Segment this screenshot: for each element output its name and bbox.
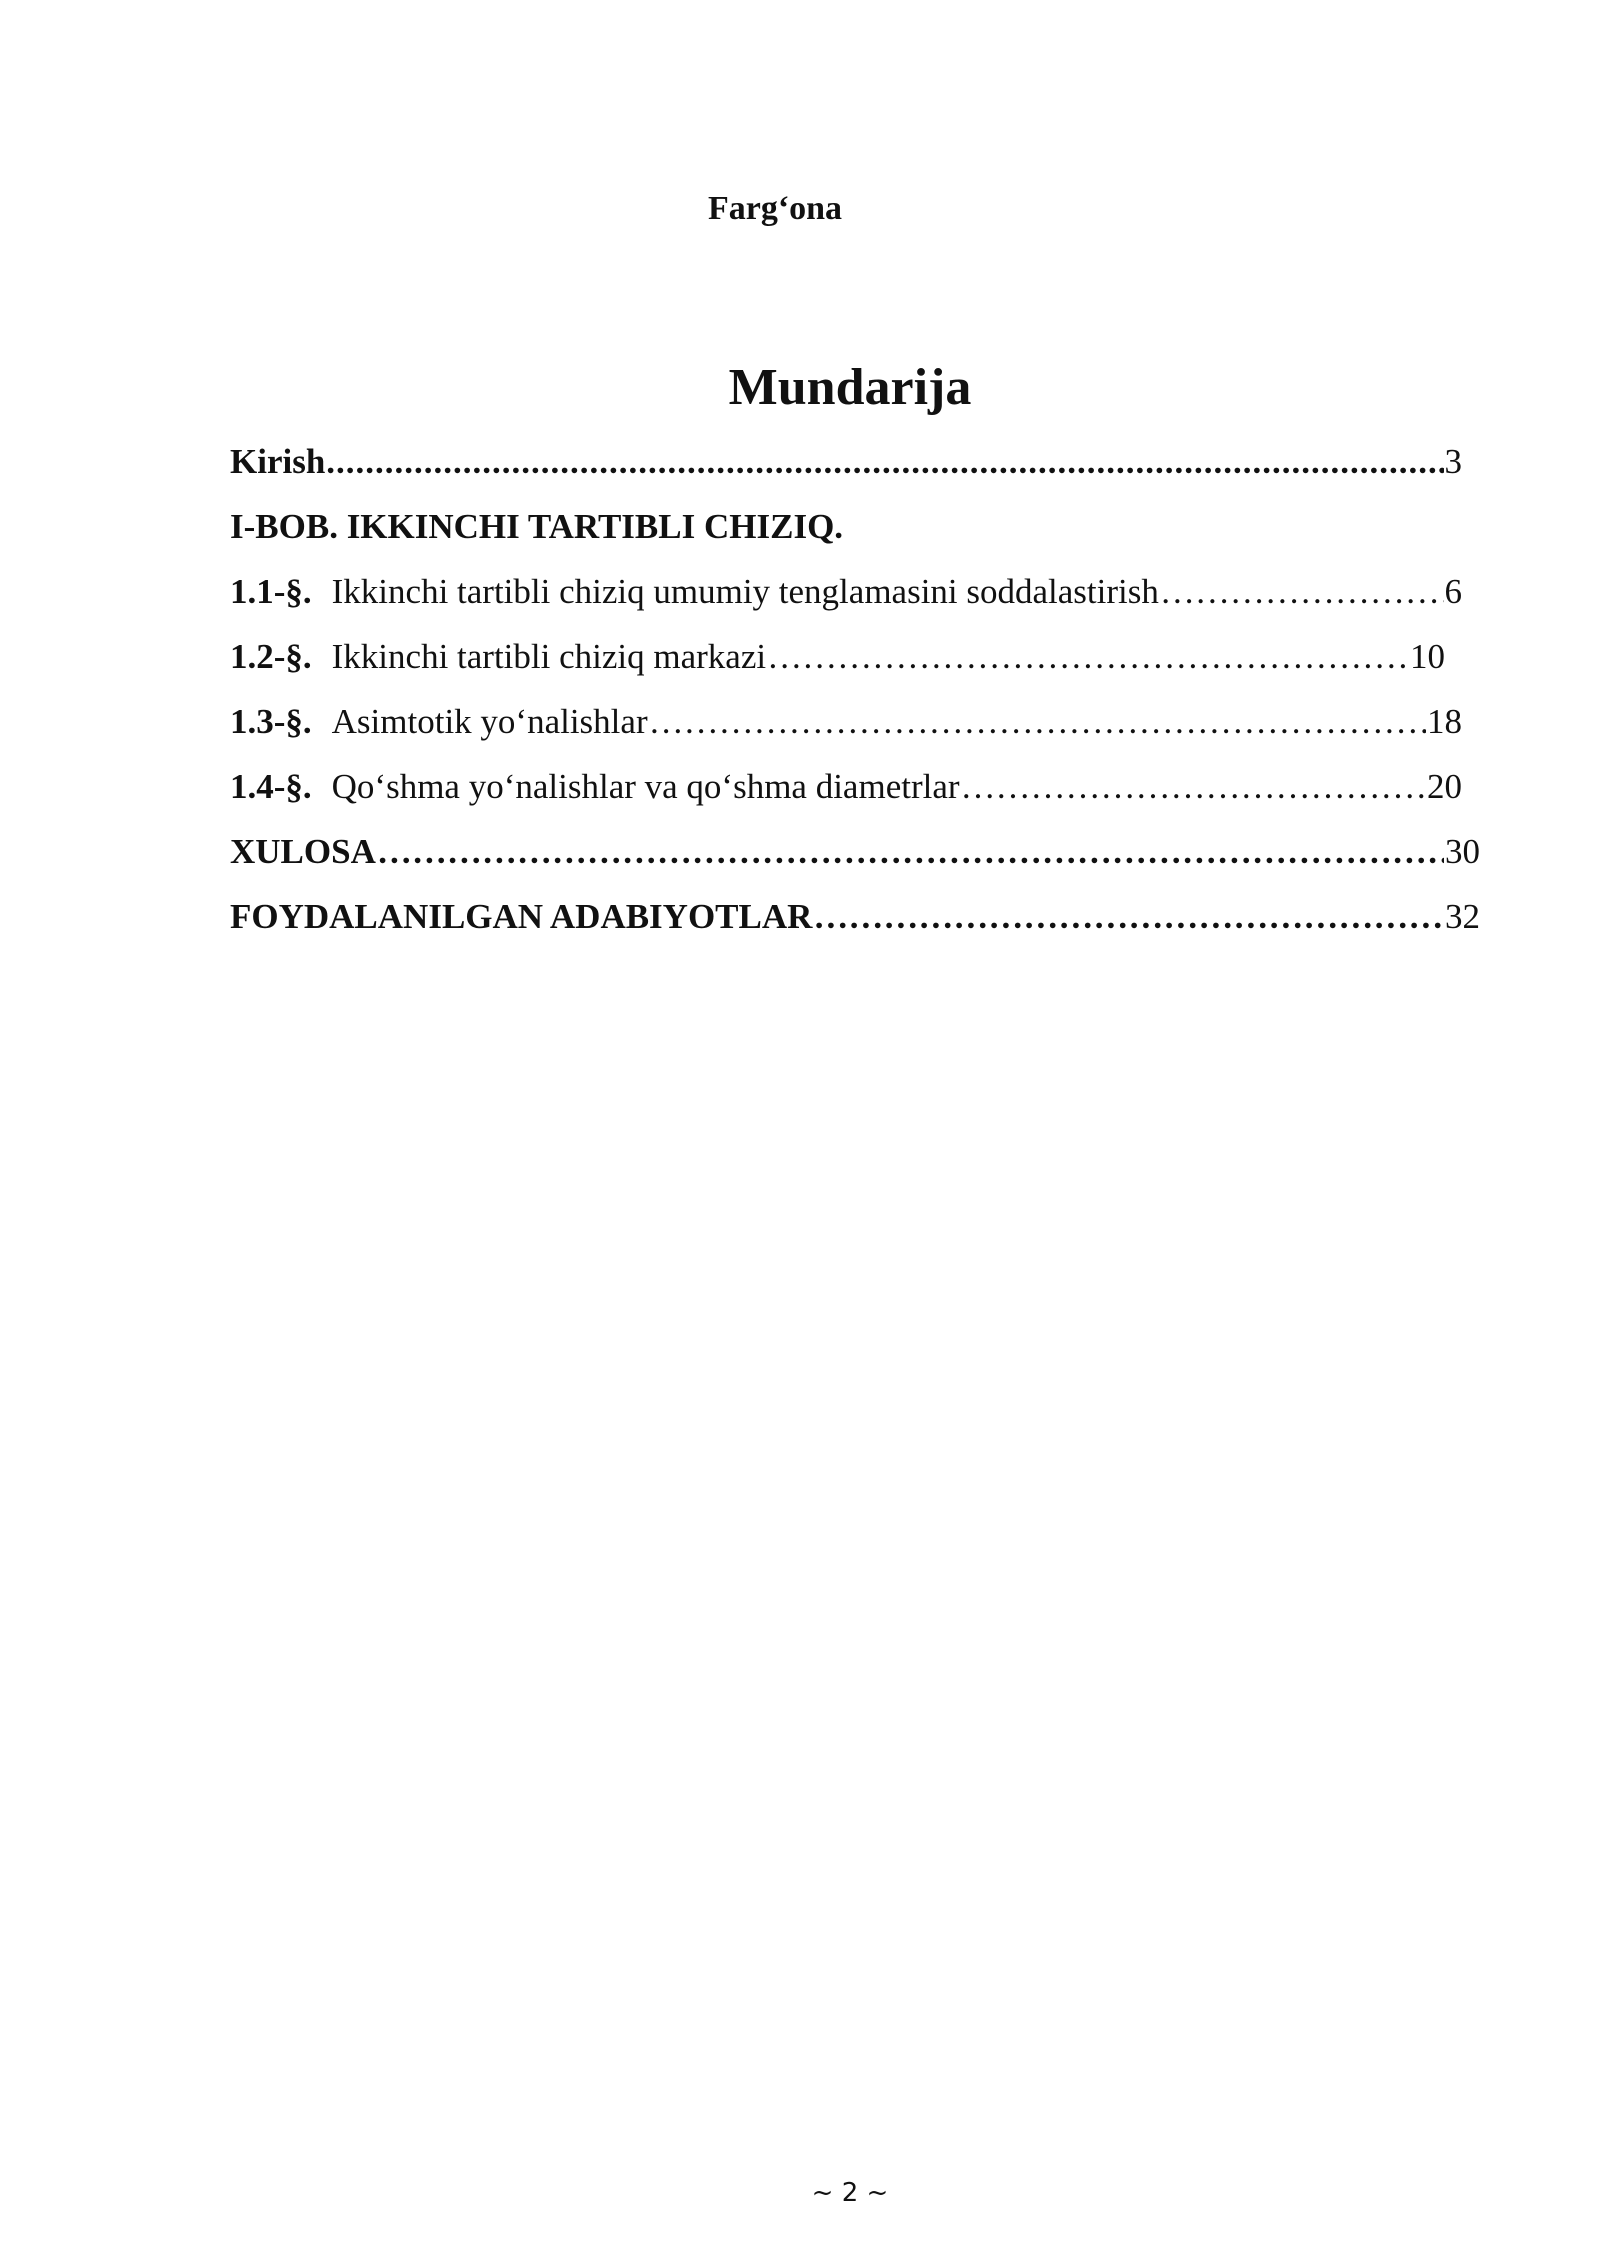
toc-leader — [813, 897, 1444, 937]
toc-section-number: 1.3-§. — [230, 702, 312, 741]
toc-label: FOYDALANILGAN ADABIYOTLAR — [230, 897, 813, 936]
toc-page-number: 20 — [1427, 767, 1462, 806]
toc-leader — [326, 442, 1443, 482]
toc-entry-xulosa[interactable] — [230, 832, 1480, 897]
city-heading: Farg‘ona — [707, 190, 843, 227]
toc-page-number: 10 — [1410, 637, 1445, 676]
toc-label: XULOSA — [230, 832, 376, 871]
toc-section-number: 1.1-§. — [230, 572, 312, 611]
toc-page-number: 3 — [1444, 442, 1462, 481]
toc-entry-1-3[interactable] — [230, 702, 1462, 767]
toc-entry-chapter-1[interactable] — [230, 507, 1480, 572]
toc-entry-1-4[interactable] — [230, 767, 1462, 832]
toc-page-number: 30 — [1445, 832, 1480, 871]
toc-entry-adabiyotlar[interactable] — [230, 897, 1480, 962]
toc-label: Asimtotik yo‘nalishlar — [331, 702, 648, 741]
toc-label: Kirish — [230, 442, 326, 481]
page-title: Mundarija — [728, 359, 972, 416]
toc-leader — [1160, 572, 1444, 612]
toc-leader — [649, 702, 1426, 742]
table-of-contents — [230, 442, 1480, 962]
toc-label: Qo‘shma yo‘nalishlar va qo‘shma diametrlar — [331, 767, 960, 806]
toc-leader — [377, 832, 1444, 872]
toc-page-number: 32 — [1445, 897, 1480, 936]
toc-entry-1-2[interactable] — [230, 637, 1445, 702]
toc-section-number: 1.2-§. — [230, 637, 312, 676]
toc-leader — [961, 767, 1426, 807]
page-number-footer: ~ 2 ~ — [811, 2178, 889, 2208]
toc-entry-1-1[interactable] — [230, 572, 1462, 637]
toc-label: I-BOB. IKKINCHI TARTIBLI CHIZIQ. — [230, 507, 844, 546]
toc-label: Ikkinchi tartibli chiziq markazi — [331, 637, 767, 676]
toc-leader — [767, 637, 1409, 677]
toc-section-number: 1.4-§. — [230, 767, 312, 806]
toc-entry-kirish[interactable] — [230, 442, 1462, 507]
toc-page-number: 6 — [1444, 572, 1462, 611]
toc-page-number: 18 — [1427, 702, 1462, 741]
toc-label: Ikkinchi tartibli chiziq umumiy tenglamasini soddalastirish — [331, 572, 1159, 611]
